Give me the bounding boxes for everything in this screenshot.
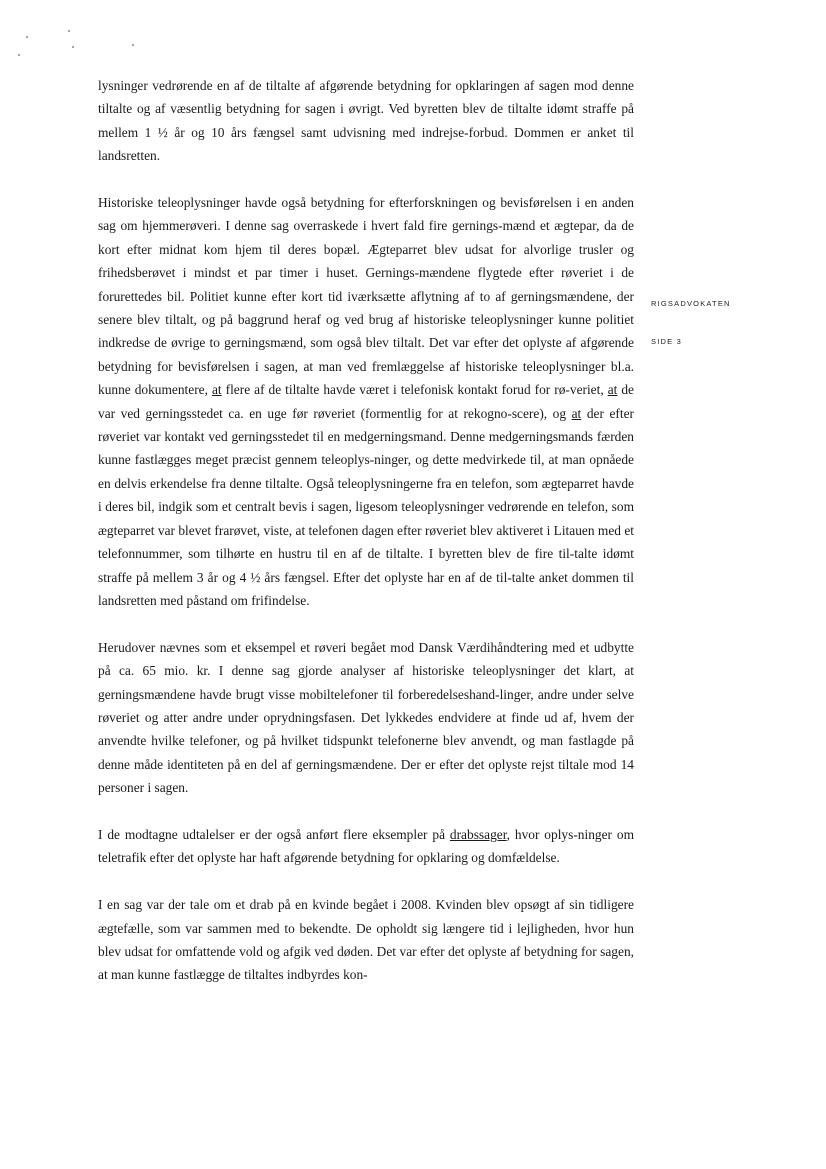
office-label: RIGSADVOKATEN	[651, 299, 731, 308]
paragraph-2-text-a: Historiske teleoplysninger havde også betydning for efterforskningen og bevisførelsen i en anden sag om hjemmerøveri. I denne sag overraskede i hvert fald fire gernings-mænd et ægtepar, da de kort efter midnat kom hjem til deres bopæl. Ægteparret blev udsat for alvorlige trusler og frihedsberøvet i mindst et par timer i huset. Gernings-mændene flygtede efter røveriet i de forurettedes bil. Politiet kunne efter kort tid iværksætte aflytning af to af gerningsmændene, der senere blev tiltalt, og på baggrund heraf og ved brug af historiske teleoplysninger kunne politiet indkredse de øvrige to gerningsmænd, som også blev tiltalt. Det var efter det oplyste af afgørende betydning for bevisførelsen i sagen, at man ved fremlæggelse af historiske teleoplysninger bl.a. kunne dokumentere,	[98, 195, 634, 398]
paragraph-4-text-a: I de modtagne udtalelser er der også anført flere eksempler på	[98, 826, 450, 842]
paragraph-2-text-c: de var ved gerningsstedet ca. en uge før røveriet (formentlig for at rekogno-scere), og	[98, 382, 634, 421]
underlined-at: at	[571, 405, 582, 421]
underlined-drabssager: drabssager	[449, 826, 507, 842]
underlined-at: at	[211, 382, 222, 398]
paragraph-4-text-b: , hvor oplys-ninger om teletrafik efter det oplyste har haft afgørende betydning for opklaring og domfældelse.	[98, 826, 634, 866]
underlined-at: at	[607, 382, 618, 398]
paragraph-4	[98, 823, 634, 870]
paragraph-1: lysninger vedrørende en af de tiltalte af afgørende betydning for opklaringen af sagen mod denne tiltalte og af væsentlig betydning for sagen i øvrigt. Ved byretten blev de tiltalte idømt straffe på mellem 1 ½ år og 10 års fængsel samt udvisning med indrejse-forbud. Dommen er anket til landsretten.	[98, 78, 634, 164]
scan-speck	[26, 36, 28, 38]
paragraph-2-text-b: flere af de tiltalte havde været i telefonisk kontakt forud for rø-veriet,	[221, 382, 608, 398]
body-text	[98, 74, 634, 987]
scan-speck	[18, 54, 20, 56]
paragraph-5: I en sag var der tale om et drab på en kvinde begået i 2008. Kvinden blev opsøgt af sin tidligere ægtefælle, som var sammen med to bekendte. De opholdt sig længere tid i lejligheden, hvor hun blev udsat for omfattende vold og afgik ved døden. Det var efter det oplyste af betydning for sagen, at man kunne fastlægge de tiltaltes indbyrdes kon-	[98, 897, 634, 983]
page-number-label: SIDE 3	[651, 337, 682, 346]
paragraph-2-text-d: der efter røveriet var kontakt ved gerningsstedet til en medgerningsmand. Denne medgerningsmands færden kunne fastlægges meget præcist gennem teleoplys-ninger, og dette medvirkede til, at man opnåede en delvis erkendelse fra denne tiltalte. Også teleoplysningerne fra en telefon, som ægteparret havde i deres bil, indgik som et centralt bevis i sagen, ligesom teleoplysninger vedrørende en telefon, som ægteparret var blevet frarøvet, viste, at telefonen dagen efter røveriet blev aktiveret i Litauen med et telefonnummer, som tilhørte en hustru til en af de tiltalte. I byretten blev de fire til-talte idømt straffe på mellem 3 år og 4 ½ års fængsel. Efter det oplyste har en af de til-talte anket dommen til landsretten med påstand om frifindelse.	[98, 405, 634, 608]
paragraph-3: Herudover nævnes som et eksempel et røveri begået mod Dansk Værdihåndtering med et udbytte på ca. 65 mio. kr. I denne sag gjorde analyser af historiske teleoplysninger det klart, at gerningsmændene havde brugt visse mobiltelefoner til forberedelseshand-linger, andre under selve røveriet og atter andre under oprydningsfasen. Det lykkedes endvidere at finde ud af, hvem der anvendte hvilke telefoner, og på hvilket tidspunkt telefonerne blev anvendt, og man fastlagde på denne måde identiteten på en del af gerningsmændene. Der er efter det oplyste rejst tiltale mod 14 personer i sagen.	[98, 639, 634, 796]
scan-speck	[72, 46, 74, 48]
scan-speck	[132, 44, 134, 46]
scan-speck	[68, 30, 70, 32]
paragraph-2	[98, 191, 634, 612]
